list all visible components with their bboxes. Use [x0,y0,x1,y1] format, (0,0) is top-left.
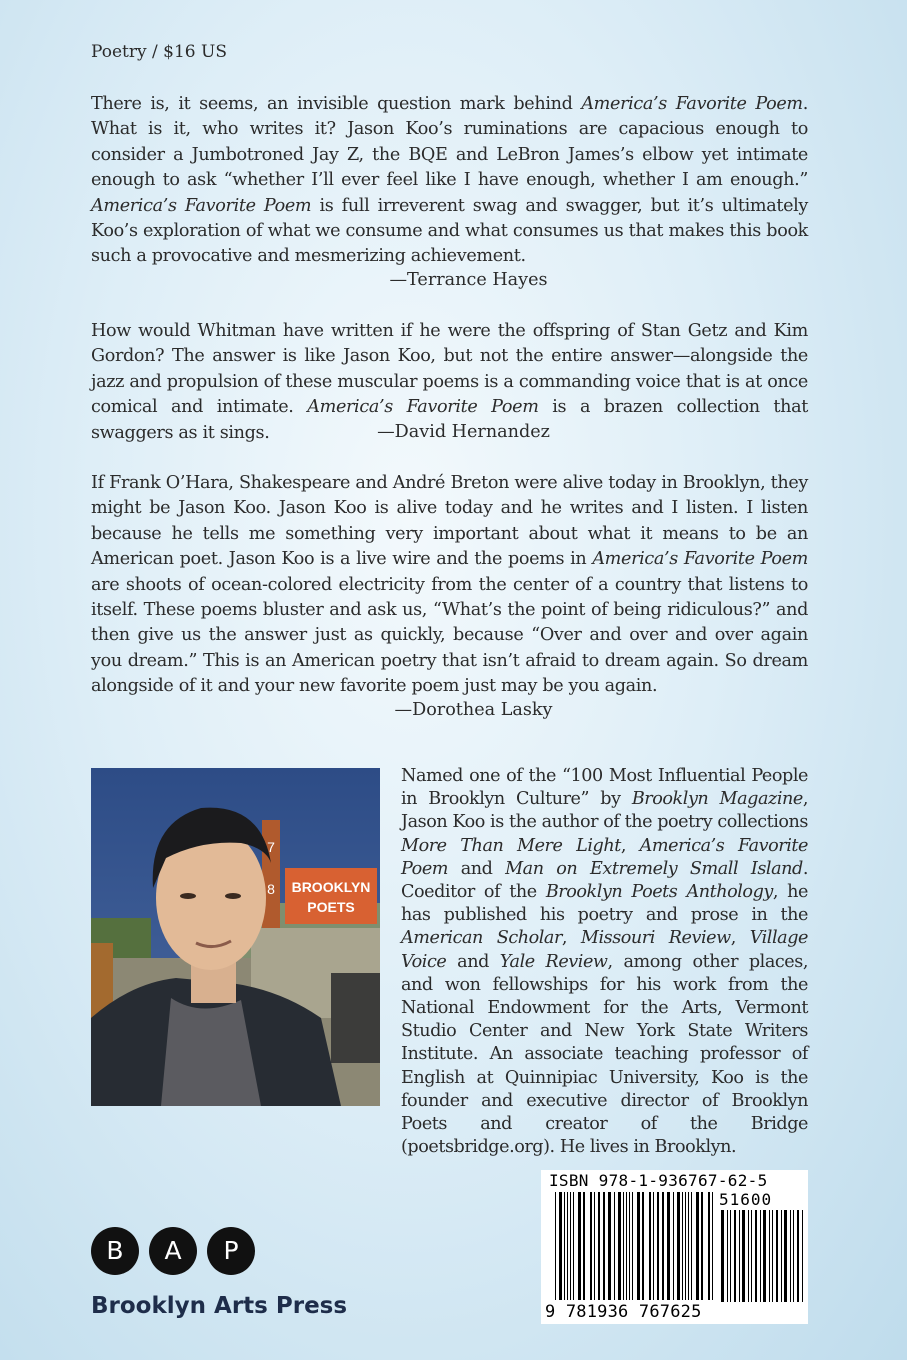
blurb-author-hernandez: —David Hernandez [377,422,550,442]
barcode-addon-bars [721,1210,803,1302]
barcode-bars [555,1192,713,1300]
blurb-hayes: There is, it seems, an invisible question mark behind America’s Favorite Poem. What is it, who writes it? Jason Koo’s ruminations are capacious enough to consider a Jumbotroned Jay Z, the BQE and LeBron James’s elbow yet intimate enough to ask “whether I’ll ever feel like I have enough, whether I am enough.” America’s Favorite Poem is full irreverent swag and swagger, but it’s ultimately Koo’s exploration of what we consume and what consumes us that makes this book such a provocative and mesmerizing achievement. [91,94,808,267]
sign-number-8: 8 [267,881,275,897]
barcode-addon-number: 51600 [719,1190,773,1209]
isbn-barcode [541,1170,808,1324]
blurb-lasky: If Frank O’Hara, Shakespeare and André Breton were alive today in Brooklyn, they might be Jason Koo. Jason Koo is alive today and he writes and I listen. I listen because he tells me something very important about what it means to be an American poet. Jason Koo is a live wire and the poems in America’s Favorite Poem are shoots of ocean-colored electricity from the center of a country that listens to itself. These poems bluster and ask us, “What’s the point of being ridiculous?” and then give us the answer just as quickly, because “Over and over and over again you dream.” This is an American poetry that isn’t afraid to dream again. So dream alongside of it and your new favorite poem just may be you again. [91,473,808,697]
author-photo [91,768,380,1106]
blurb-author-hayes: —Terrance Hayes [389,270,548,290]
sign-brooklyn: BROOKLYN [291,879,371,895]
logo-letter-p: P [207,1227,255,1275]
publisher-name: Brooklyn Arts Press [91,1293,348,1319]
logo-letter-a: A [149,1227,197,1275]
isbn-label: ISBN 978-1-936767-62-5 [549,1171,768,1190]
price-label: Poetry / $16 US [91,42,227,62]
author-bio: Named one of the “100 Most Influential People in Brooklyn Culture” by Brooklyn Magazine, Jason Koo is the author of the poetry collections More Than Mere Light, America’s Favorite Poem and Man on Extremely Small Island. Coeditor of the Brooklyn Poets Anthology, he has published his poetry and prose in the American Scholar, Missouri Review, Village Voice and Yale Review, among other places, and won fellowships for his work from the National Endowment for the Arts, Vermont Studio Center and New York State Writers Institute. An associate teaching professor of English at Quinnipiac University, Koo is the founder and executive director of Brooklyn Poets and creator of the Bridge (poetsbridge.org). He lives in Brooklyn. [401,766,808,1158]
sign-number-7: 7 [267,839,275,855]
logo-letter-b: B [91,1227,139,1275]
blurb-hernandez: How would Whitman have written if he were the offspring of Stan Getz and Kim Gordon? The answer is like Jason Koo, but not the entire answer—alongside the jazz and propulsion of these muscular poems is a commanding voice that is at once comical and intimate. America’s Favorite Poem is a brazen collection that swaggers as it sings. [91,321,808,443]
blurb-author-lasky: —Dorothea Lasky [394,700,553,720]
barcode-number: 9 781936 767625 [545,1302,702,1322]
sign-poets: POETS [307,899,355,915]
